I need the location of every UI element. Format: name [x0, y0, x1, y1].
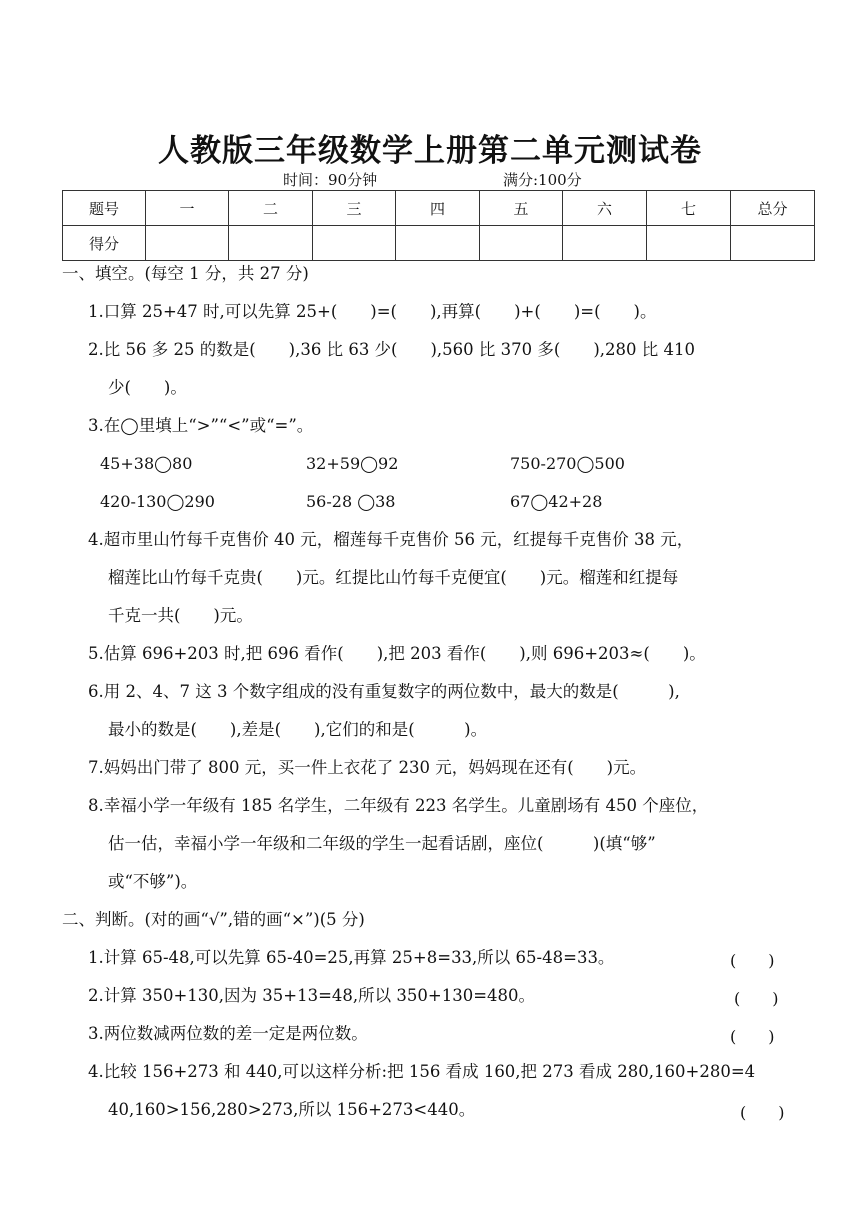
s1-question-8-line1: 8.幸福小学一年级有 185 名学生，二年级有 223 名学生。儿童剧场有 450 个座位， [88, 796, 709, 815]
s1-question-8-line3: 或“不够”)。 [108, 872, 198, 891]
compare-item: 32+59◯92 [306, 454, 399, 473]
s1-question-5: 5.估算 696+203 时,把 696 看作( ),把 203 看作( ),则 696+203≈( )。 [88, 644, 706, 663]
compare-item: 750-270◯500 [510, 454, 625, 473]
header-cell: 四 [396, 191, 480, 226]
s1-question-2-line1: 2.比 56 多 25 的数是( ),36 比 63 少( ),560 比 370 多( ),280 比 410 [88, 340, 695, 359]
s1-question-1: 1.口算 25+47 时,可以先算 25+( )=( ),再算( )+( )=( )。 [88, 302, 657, 321]
s1-question-4-line3: 千克一共( )元。 [108, 606, 253, 625]
compare-item: 67◯42+28 [510, 492, 603, 511]
s1-question-6-line2: 最小的数是( ),差是( ),它们的和是( )。 [108, 720, 488, 739]
page-title: 人教版三年级数学上册第二单元测试卷 [158, 133, 702, 169]
header-cell: 一 [146, 191, 229, 226]
s1-question-4-line1: 4.超市里山竹每千克售价 40 元，榴莲每千克售价 56 元，红提每千克售价 38 元， [88, 530, 694, 549]
s2-question-1: 1.计算 65-48,可以先算 65-40=25,再算 25+8=33,所以 65-48=33。 [88, 948, 615, 967]
answer-paren[interactable]: ( ) [730, 1027, 775, 1046]
s1-question-8-line2: 估一估，幸福小学一年级和二年级的学生一起看话剧，座位( )(填“够” [108, 834, 656, 853]
s2-question-4-line2: 40,160>156,280>273,所以 156+273<440。 [108, 1100, 476, 1119]
header-cell: 总分 [731, 191, 815, 226]
s1-question-4-line2: 榴莲比山竹每千克贵( )元。红提比山竹每千克便宜( )元。榴莲和红提每 [108, 568, 679, 587]
score-cell[interactable] [731, 226, 815, 261]
s2-question-4-line1: 4.比较 156+273 和 440,可以这样分析:把 156 看成 160,把 273 看成 280,160+280=4 [88, 1062, 756, 1081]
header-cell: 三 [313, 191, 396, 226]
score-row-label: 得分 [63, 226, 146, 261]
compare-item: 420-130◯290 [100, 492, 215, 511]
exam-full-score: 满分:100分 [503, 171, 582, 189]
header-cell: 六 [563, 191, 647, 226]
score-table-score-row [63, 226, 815, 261]
header-cell: 五 [480, 191, 563, 226]
score-cell[interactable] [396, 226, 480, 261]
s2-question-3: 3.两位数减两位数的差一定是两位数。 [88, 1024, 368, 1043]
section1-heading: 一、填空。(每空 1 分，共 27 分) [62, 264, 309, 283]
s1-question-2-line2: 少( )。 [108, 378, 187, 397]
s1-question-7: 7.妈妈出门带了 800 元，买一件上衣花了 230 元，妈妈现在还有( )元。 [88, 758, 647, 777]
score-cell[interactable] [313, 226, 396, 261]
header-cell: 七 [647, 191, 731, 226]
answer-paren[interactable]: ( ) [740, 1103, 785, 1122]
compare-item: 45+38◯80 [100, 454, 193, 473]
header-cell: 题号 [63, 191, 146, 226]
compare-item: 56-28 ◯38 [306, 492, 396, 511]
s2-question-2: 2.计算 350+130,因为 35+13=48,所以 350+130=480。 [88, 986, 536, 1005]
score-cell[interactable] [146, 226, 229, 261]
score-table [62, 190, 815, 261]
exam-time: 时间：90分钟 [283, 171, 378, 189]
s1-question-6-line1: 6.用 2、4、7 这 3 个数字组成的没有重复数字的两位数中，最大的数是( ), [88, 682, 680, 701]
section2-heading: 二、判断。(对的画“√”,错的画“×”)(5 分) [62, 910, 365, 929]
score-cell[interactable] [563, 226, 647, 261]
score-cell[interactable] [480, 226, 563, 261]
s1-question-3: 3.在◯里填上“>”“<”或“=”。 [88, 416, 314, 435]
score-cell[interactable] [229, 226, 313, 261]
score-table-header-row [63, 191, 815, 226]
score-cell[interactable] [647, 226, 731, 261]
header-cell: 二 [229, 191, 313, 226]
answer-paren[interactable]: ( ) [730, 951, 775, 970]
answer-paren[interactable]: ( ) [734, 989, 779, 1008]
